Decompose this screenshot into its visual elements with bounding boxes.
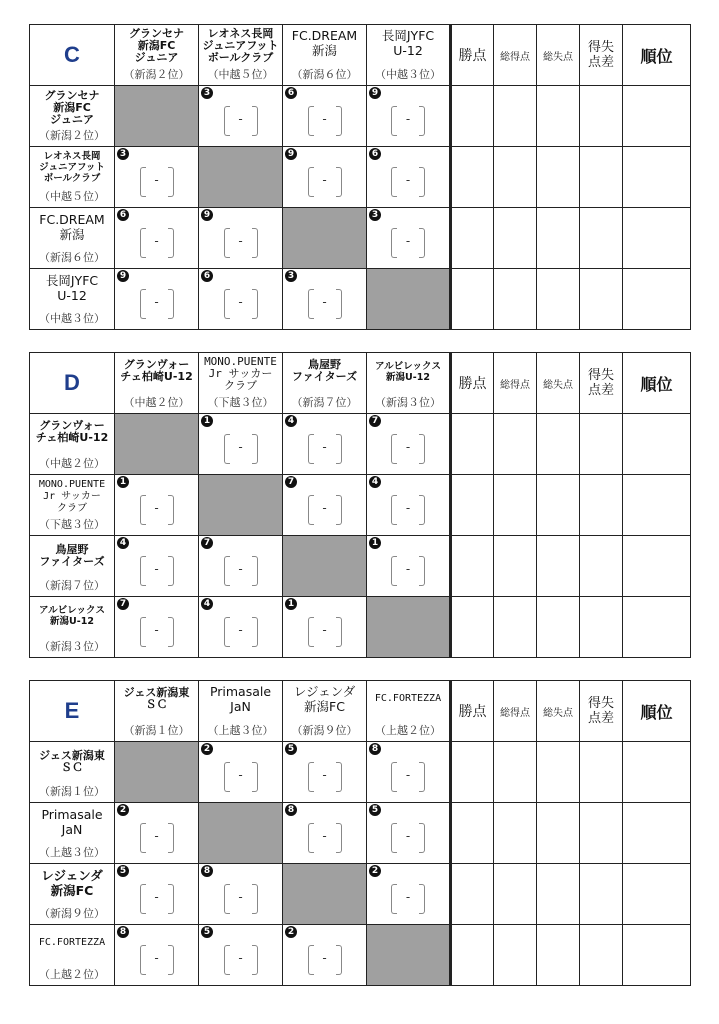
points-cell[interactable] bbox=[451, 803, 494, 864]
match-number-badge: 2 bbox=[285, 926, 297, 938]
goals-for-cell[interactable] bbox=[494, 147, 537, 208]
match-cell[interactable] bbox=[283, 414, 367, 475]
goals-against-header: 総失点 bbox=[537, 353, 580, 414]
row-header-team bbox=[30, 86, 115, 147]
points-cell[interactable] bbox=[451, 864, 494, 925]
goals-against-cell[interactable] bbox=[537, 269, 580, 330]
match-cell[interactable] bbox=[367, 803, 451, 864]
col-header-team bbox=[367, 353, 451, 414]
goals-for-header: 総得点 bbox=[494, 25, 537, 86]
points-cell[interactable] bbox=[451, 269, 494, 330]
match-number-badge: 1 bbox=[117, 476, 129, 488]
goal-diff-cell[interactable] bbox=[580, 147, 623, 208]
points-cell[interactable] bbox=[451, 475, 494, 536]
team-name: FC.DREAM 新潟 bbox=[291, 28, 358, 58]
team-name: MONO.PUENTE Jr サッカー クラブ bbox=[38, 479, 106, 514]
rank-header: 順位 bbox=[623, 25, 691, 86]
match-number-badge: 6 bbox=[201, 270, 213, 282]
team-name: Primasale JaN bbox=[209, 684, 272, 714]
match-cell[interactable] bbox=[283, 475, 367, 536]
match-cell[interactable] bbox=[367, 475, 451, 536]
row-header-team bbox=[30, 925, 115, 986]
match-number-badge: 8 bbox=[369, 743, 381, 755]
score-box[interactable]: - bbox=[391, 228, 425, 258]
points-header: 勝点 bbox=[451, 353, 494, 414]
match-number-badge: 2 bbox=[117, 804, 129, 816]
col-header-team bbox=[283, 353, 367, 414]
match-number-badge: 1 bbox=[285, 598, 297, 610]
match-number-badge: 8 bbox=[117, 926, 129, 938]
team-name: MONO.PUENTE Jr サッカー クラブ bbox=[204, 355, 277, 392]
score-box[interactable]: - bbox=[308, 823, 342, 853]
goals-against-cell[interactable] bbox=[537, 536, 580, 597]
score-box[interactable]: - bbox=[224, 228, 258, 258]
match-cell[interactable] bbox=[115, 208, 199, 269]
points-cell[interactable] bbox=[451, 147, 494, 208]
score-box[interactable]: - bbox=[308, 762, 342, 792]
group-label: E bbox=[30, 681, 115, 742]
team-position: （新潟７位） bbox=[291, 396, 358, 409]
row-header-team bbox=[30, 536, 115, 597]
goals-for-header: 総得点 bbox=[494, 681, 537, 742]
goals-for-cell[interactable] bbox=[494, 864, 537, 925]
match-number-badge: 4 bbox=[285, 415, 297, 427]
match-number-badge: 3 bbox=[201, 87, 213, 99]
team-name: グランセナ 新潟FC ジュニア bbox=[44, 89, 100, 126]
score-box[interactable]: - bbox=[391, 556, 425, 586]
score-box[interactable]: - bbox=[140, 495, 174, 525]
rank-cell[interactable] bbox=[623, 269, 691, 330]
goal-diff-cell[interactable] bbox=[580, 925, 623, 986]
goals-for-cell[interactable] bbox=[494, 925, 537, 986]
team-name: Primasale JaN bbox=[41, 807, 103, 837]
score-box[interactable]: - bbox=[308, 434, 342, 464]
team-name: アルビレックス 新潟U-12 bbox=[375, 361, 441, 383]
self-match-cell bbox=[367, 269, 451, 330]
rank-cell[interactable] bbox=[623, 742, 691, 803]
points-header: 勝点 bbox=[451, 681, 494, 742]
team-position: （下越３位） bbox=[207, 396, 274, 409]
team-position: （上越２位） bbox=[375, 724, 441, 737]
score-box[interactable]: - bbox=[140, 823, 174, 853]
match-cell[interactable] bbox=[199, 925, 283, 986]
match-number-badge: 5 bbox=[285, 743, 297, 755]
row-header-team bbox=[30, 414, 115, 475]
goals-against-cell[interactable] bbox=[537, 414, 580, 475]
match-number-badge: 4 bbox=[117, 537, 129, 549]
match-cell[interactable] bbox=[367, 864, 451, 925]
col-header-team bbox=[367, 681, 451, 742]
match-number-badge: 2 bbox=[201, 743, 213, 755]
goals-for-cell[interactable] bbox=[494, 414, 537, 475]
goal-diff-cell[interactable] bbox=[580, 536, 623, 597]
team-position: （上越２位） bbox=[39, 968, 105, 981]
goals-for-cell[interactable] bbox=[494, 742, 537, 803]
rank-cell[interactable] bbox=[623, 414, 691, 475]
score-box[interactable]: - bbox=[224, 556, 258, 586]
team-name: FC.DREAM 新潟 bbox=[39, 212, 105, 242]
self-match-cell bbox=[367, 925, 451, 986]
match-cell[interactable] bbox=[283, 597, 367, 658]
self-match-cell bbox=[199, 147, 283, 208]
score-box[interactable]: - bbox=[224, 617, 258, 647]
score-box[interactable]: - bbox=[308, 617, 342, 647]
match-number-badge: 3 bbox=[117, 148, 129, 160]
rank-cell[interactable] bbox=[623, 597, 691, 658]
goals-for-cell[interactable] bbox=[494, 475, 537, 536]
team-position: （中越２位） bbox=[39, 457, 105, 470]
goal-diff-cell[interactable] bbox=[580, 803, 623, 864]
row-header-team bbox=[30, 597, 115, 658]
col-header-team bbox=[283, 681, 367, 742]
match-number-badge: 1 bbox=[369, 537, 381, 549]
team-name: グランセナ 新潟FC ジュニア bbox=[129, 27, 184, 64]
col-header-team bbox=[367, 25, 451, 86]
goals-for-cell[interactable] bbox=[494, 536, 537, 597]
team-position: （新潟６位） bbox=[39, 251, 105, 264]
col-header-team bbox=[115, 353, 199, 414]
match-cell[interactable] bbox=[283, 86, 367, 147]
goals-for-cell[interactable] bbox=[494, 86, 537, 147]
goal-diff-header: 得失 点差 bbox=[580, 353, 623, 414]
rank-cell[interactable] bbox=[623, 475, 691, 536]
match-cell[interactable] bbox=[199, 86, 283, 147]
self-match-cell bbox=[367, 597, 451, 658]
match-cell[interactable] bbox=[115, 597, 199, 658]
goals-against-cell[interactable] bbox=[537, 864, 580, 925]
row-header-team bbox=[30, 742, 115, 803]
match-number-badge: 2 bbox=[369, 865, 381, 877]
team-position: （上越３位） bbox=[207, 724, 274, 737]
group-e-table bbox=[29, 680, 690, 986]
score-box[interactable]: - bbox=[391, 823, 425, 853]
score-box[interactable]: - bbox=[224, 434, 258, 464]
score-box[interactable]: - bbox=[224, 945, 258, 975]
team-name: レジェンダ 新潟FC bbox=[41, 868, 103, 898]
match-number-badge: 7 bbox=[285, 476, 297, 488]
match-number-badge: 8 bbox=[285, 804, 297, 816]
team-name: 鳥屋野 ファイターズ bbox=[291, 358, 358, 383]
team-name: 長岡JYFC U-12 bbox=[381, 28, 435, 58]
match-number-badge: 7 bbox=[117, 598, 129, 610]
match-cell[interactable] bbox=[199, 742, 283, 803]
team-name: FC.FORTEZZA bbox=[374, 693, 442, 704]
team-position: （新潟７位） bbox=[39, 579, 105, 592]
goals-for-cell[interactable] bbox=[494, 269, 537, 330]
goals-against-header: 総失点 bbox=[537, 681, 580, 742]
team-name: グランヴォー チェ柏崎U-12 bbox=[120, 358, 193, 383]
team-position: （中越３位） bbox=[375, 68, 441, 81]
score-box[interactable]: - bbox=[140, 289, 174, 319]
points-cell[interactable] bbox=[451, 597, 494, 658]
match-cell[interactable] bbox=[367, 536, 451, 597]
points-header: 勝点 bbox=[451, 25, 494, 86]
team-name: FC.FORTEZZA bbox=[38, 937, 106, 948]
match-number-badge: 3 bbox=[285, 270, 297, 282]
team-position: （新潟１位） bbox=[123, 724, 190, 737]
score-box[interactable]: - bbox=[308, 167, 342, 197]
row-header-team bbox=[30, 803, 115, 864]
score-box[interactable]: - bbox=[224, 762, 258, 792]
match-number-badge: 4 bbox=[201, 598, 213, 610]
self-match-cell bbox=[283, 864, 367, 925]
row-header-team bbox=[30, 475, 115, 536]
team-name: アルビレックス 新潟U-12 bbox=[39, 605, 105, 627]
goals-against-cell[interactable] bbox=[537, 147, 580, 208]
match-cell[interactable] bbox=[199, 597, 283, 658]
team-name: ジェス新潟東 ＳＣ bbox=[123, 686, 190, 711]
match-cell[interactable] bbox=[367, 742, 451, 803]
match-cell[interactable] bbox=[367, 86, 451, 147]
match-cell[interactable] bbox=[115, 803, 199, 864]
match-cell[interactable] bbox=[199, 208, 283, 269]
team-position: （上越３位） bbox=[39, 846, 105, 859]
score-box[interactable]: - bbox=[140, 228, 174, 258]
match-cell[interactable] bbox=[283, 925, 367, 986]
match-number-badge: 5 bbox=[201, 926, 213, 938]
goal-diff-cell[interactable] bbox=[580, 86, 623, 147]
match-cell[interactable] bbox=[199, 269, 283, 330]
score-box[interactable]: - bbox=[308, 289, 342, 319]
team-name: 長岡JYFC U-12 bbox=[45, 273, 99, 303]
match-number-badge: 7 bbox=[201, 537, 213, 549]
goals-for-cell[interactable] bbox=[494, 803, 537, 864]
goals-against-cell[interactable] bbox=[537, 742, 580, 803]
score-box[interactable]: - bbox=[308, 106, 342, 136]
goals-against-cell[interactable] bbox=[537, 208, 580, 269]
row-header-team bbox=[30, 864, 115, 925]
score-box[interactable]: - bbox=[391, 762, 425, 792]
goals-for-header: 総得点 bbox=[494, 353, 537, 414]
score-box[interactable]: - bbox=[391, 495, 425, 525]
match-cell[interactable] bbox=[283, 742, 367, 803]
row-header-team bbox=[30, 208, 115, 269]
match-cell[interactable] bbox=[115, 925, 199, 986]
points-cell[interactable] bbox=[451, 208, 494, 269]
team-name: レオネス長岡 ジュニアフット ボールクラブ bbox=[202, 27, 279, 64]
col-header-team bbox=[199, 353, 283, 414]
team-name: グランヴォー チェ柏崎U-12 bbox=[35, 419, 109, 444]
match-number-badge: 8 bbox=[201, 865, 213, 877]
match-number-badge: 9 bbox=[369, 87, 381, 99]
score-box[interactable]: - bbox=[391, 167, 425, 197]
score-box[interactable]: - bbox=[224, 884, 258, 914]
score-box[interactable]: - bbox=[140, 556, 174, 586]
team-position: （中越３位） bbox=[39, 312, 105, 325]
score-box[interactable]: - bbox=[140, 167, 174, 197]
match-number-badge: 1 bbox=[201, 415, 213, 427]
team-position: （中越２位） bbox=[123, 396, 190, 409]
points-cell[interactable] bbox=[451, 86, 494, 147]
match-cell[interactable] bbox=[199, 864, 283, 925]
team-position: （新潟３位） bbox=[39, 640, 105, 653]
score-box[interactable]: - bbox=[391, 884, 425, 914]
group-label: D bbox=[30, 353, 115, 414]
col-header-team bbox=[199, 25, 283, 86]
goal-diff-cell[interactable] bbox=[580, 742, 623, 803]
points-cell[interactable] bbox=[451, 536, 494, 597]
match-cell[interactable] bbox=[115, 269, 199, 330]
col-header-team bbox=[199, 681, 283, 742]
match-cell[interactable] bbox=[199, 414, 283, 475]
team-position: （新潟９位） bbox=[39, 907, 105, 920]
match-number-badge: 9 bbox=[117, 270, 129, 282]
team-name: 鳥屋野 ファイターズ bbox=[39, 543, 105, 568]
team-position: （下越３位） bbox=[39, 518, 105, 531]
goals-for-cell[interactable] bbox=[494, 208, 537, 269]
score-box[interactable]: - bbox=[308, 945, 342, 975]
team-position: （新潟１位） bbox=[39, 785, 105, 798]
rank-cell[interactable] bbox=[623, 803, 691, 864]
match-cell[interactable] bbox=[115, 536, 199, 597]
score-box[interactable]: - bbox=[308, 495, 342, 525]
match-cell[interactable] bbox=[367, 208, 451, 269]
match-cell[interactable] bbox=[283, 147, 367, 208]
score-box[interactable]: - bbox=[140, 945, 174, 975]
goals-for-cell[interactable] bbox=[494, 597, 537, 658]
score-box[interactable]: - bbox=[140, 884, 174, 914]
team-position: （新潟９位） bbox=[291, 724, 358, 737]
match-number-badge: 3 bbox=[369, 209, 381, 221]
col-header-team bbox=[115, 25, 199, 86]
self-match-cell bbox=[115, 742, 199, 803]
team-name: ジェス新潟東 ＳＣ bbox=[39, 749, 105, 774]
row-header-team bbox=[30, 269, 115, 330]
goal-diff-header: 得失 点差 bbox=[580, 681, 623, 742]
goal-diff-cell[interactable] bbox=[580, 864, 623, 925]
self-match-cell bbox=[115, 86, 199, 147]
match-cell[interactable] bbox=[199, 536, 283, 597]
team-position: （中越５位） bbox=[207, 68, 274, 81]
rank-header: 順位 bbox=[623, 353, 691, 414]
match-number-badge: 5 bbox=[369, 804, 381, 816]
group-d-table bbox=[29, 352, 690, 658]
match-cell[interactable] bbox=[367, 147, 451, 208]
rank-cell[interactable] bbox=[623, 208, 691, 269]
goal-diff-cell[interactable] bbox=[580, 414, 623, 475]
team-position: （新潟２位） bbox=[123, 68, 190, 81]
goal-diff-cell[interactable] bbox=[580, 597, 623, 658]
rank-cell[interactable] bbox=[623, 147, 691, 208]
goals-against-cell[interactable] bbox=[537, 803, 580, 864]
points-cell[interactable] bbox=[451, 742, 494, 803]
points-cell[interactable] bbox=[451, 414, 494, 475]
goals-against-cell[interactable] bbox=[537, 597, 580, 658]
goals-against-cell[interactable] bbox=[537, 925, 580, 986]
col-header-team bbox=[115, 681, 199, 742]
match-number-badge: 6 bbox=[117, 209, 129, 221]
self-match-cell bbox=[283, 208, 367, 269]
rank-cell[interactable] bbox=[623, 864, 691, 925]
goal-diff-cell[interactable] bbox=[580, 208, 623, 269]
match-number-badge: 6 bbox=[369, 148, 381, 160]
self-match-cell bbox=[115, 414, 199, 475]
goals-against-cell[interactable] bbox=[537, 86, 580, 147]
score-box[interactable]: - bbox=[391, 434, 425, 464]
team-name: レオネス長岡 ジュニアフット ボールクラブ bbox=[39, 151, 105, 184]
goal-diff-header: 得失 点差 bbox=[580, 25, 623, 86]
score-box[interactable]: - bbox=[224, 289, 258, 319]
group-c-table bbox=[29, 24, 690, 330]
team-position: （新潟６位） bbox=[291, 68, 358, 81]
self-match-cell bbox=[199, 803, 283, 864]
group-label: C bbox=[30, 25, 115, 86]
match-number-badge: 7 bbox=[369, 415, 381, 427]
goal-diff-cell[interactable] bbox=[580, 269, 623, 330]
rank-cell[interactable] bbox=[623, 536, 691, 597]
match-cell[interactable] bbox=[283, 269, 367, 330]
points-cell[interactable] bbox=[451, 925, 494, 986]
team-position: （新潟２位） bbox=[39, 129, 105, 142]
row-header-team bbox=[30, 147, 115, 208]
match-cell[interactable] bbox=[283, 803, 367, 864]
match-number-badge: 4 bbox=[369, 476, 381, 488]
score-box[interactable]: - bbox=[224, 106, 258, 136]
col-header-team bbox=[283, 25, 367, 86]
score-box[interactable]: - bbox=[140, 617, 174, 647]
team-position: （新潟３位） bbox=[375, 396, 441, 409]
goals-against-header: 総失点 bbox=[537, 25, 580, 86]
self-match-cell bbox=[283, 536, 367, 597]
match-number-badge: 9 bbox=[201, 209, 213, 221]
match-number-badge: 5 bbox=[117, 865, 129, 877]
team-position: （中越５位） bbox=[39, 190, 105, 203]
match-cell[interactable] bbox=[115, 147, 199, 208]
goals-against-cell[interactable] bbox=[537, 475, 580, 536]
match-number-badge: 6 bbox=[285, 87, 297, 99]
rank-header: 順位 bbox=[623, 681, 691, 742]
self-match-cell bbox=[199, 475, 283, 536]
rank-cell[interactable] bbox=[623, 925, 691, 986]
goal-diff-cell[interactable] bbox=[580, 475, 623, 536]
match-cell[interactable] bbox=[367, 414, 451, 475]
score-box[interactable]: - bbox=[391, 106, 425, 136]
match-cell[interactable] bbox=[115, 864, 199, 925]
team-name: レジェンダ 新潟FC bbox=[293, 684, 356, 714]
match-number-badge: 9 bbox=[285, 148, 297, 160]
match-cell[interactable] bbox=[115, 475, 199, 536]
rank-cell[interactable] bbox=[623, 86, 691, 147]
